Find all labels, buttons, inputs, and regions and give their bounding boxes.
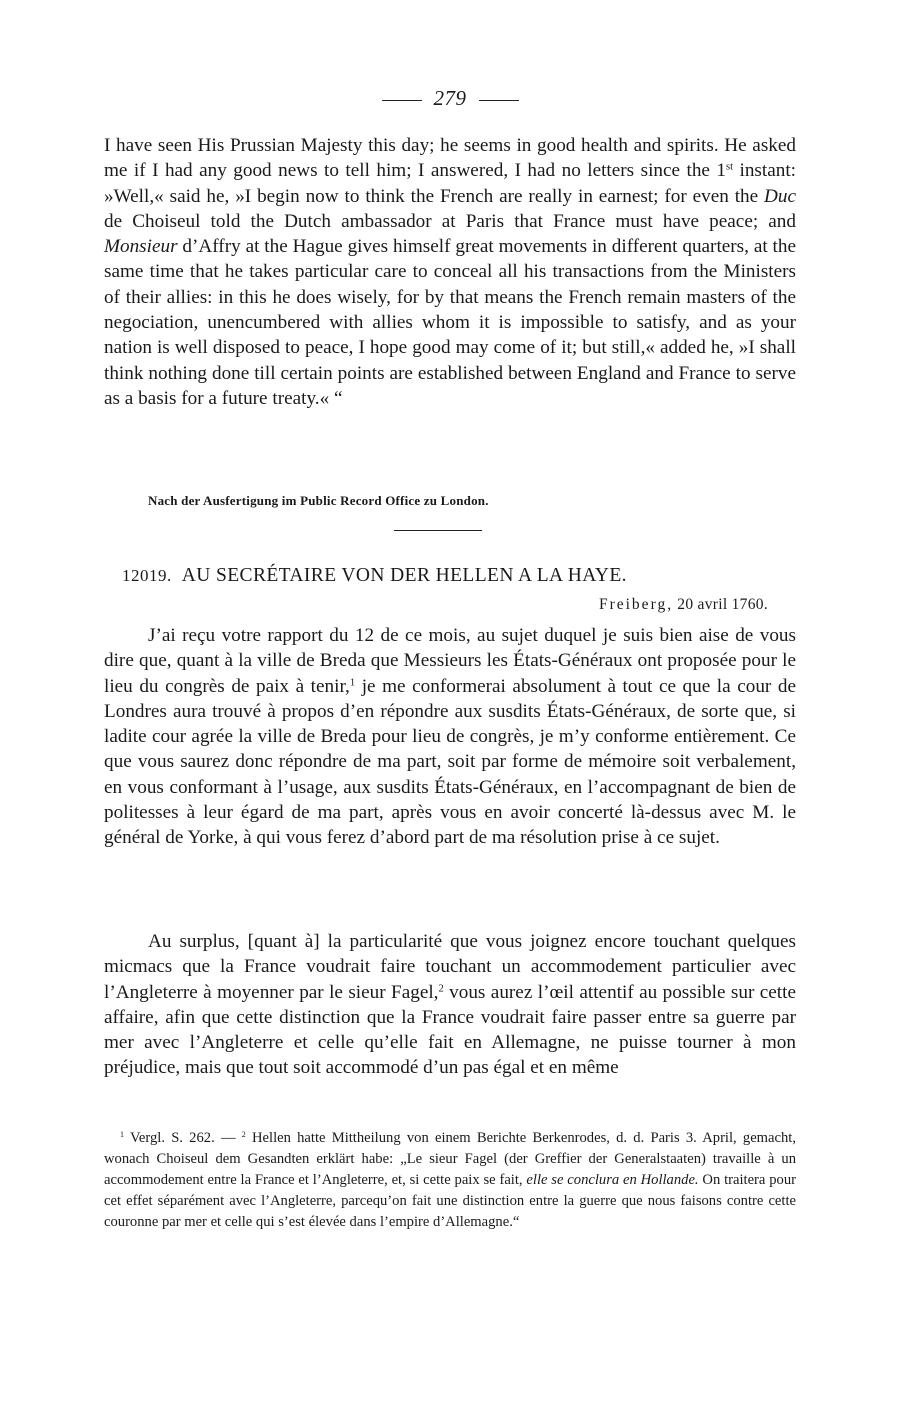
letter2-paragraph-2: Au surplus, [quant à] la particularité que vous joignez encore touchant quelques micmacs que la France voudrait faire touchant un accommodement particulier avec l’Angleterre à moyenner par le sieur Fagel,$^2$ vous aurez l’œil attentif au possible sur cette affaire, afin que cette distinction que la France voudrait faire passer entre sa guerre par mer avec l’Angleterre et celle qu’elle fait en Allemagne, ne puisse tourner à mon préjudice, mais que tout soit accommodé d’un pas égal et en même (104, 931, 796, 1079)
header-dash-right (479, 100, 519, 101)
section-divider (394, 530, 482, 531)
letter1-source-note: Nach der Ausfertigung im Public Record Office zu London. (148, 493, 489, 508)
letter2-paragraph-1: J’ai reçu votre rapport du 12 de ce mois, au sujet duquel je suis bien aise de vous dire que, quant à la ville de Breda que Messieurs les États-Généraux ont proposée pour le lieu du congrès de paix à tenir,$^1$ je me conformerai absolument à tout ce que la cour de Londres aura trouvé à propos d’en répondre aux susdits États-Généraux, de sorte que, si ladite cour agrée la ville de Breda pour lieu de congrès, je m’y conforme entièrement. Ce que vous saurez donc répondre de ma part, soit par forme de mémoire soit verbalement, en vous conformant à l’usage, aux susdits États-Généraux, en l’accompagnant de bien de politesses à leur égard de ma part, après vous en avoir concerté là-dessus avec M. le général de Yorke, à qui vous ferez d’abord part de ma résolution prise à ce sujet. (104, 625, 796, 849)
header-dash-left (382, 100, 422, 101)
page-header (104, 86, 796, 111)
letter2-dateline (599, 596, 768, 614)
dateline-date: 20 avril 1760. (677, 596, 768, 613)
page-number: 279 (433, 86, 467, 110)
letter-title: AU SECRÉTAIRE VON DER HELLEN A LA HAYE. (181, 565, 627, 586)
letter1-text: I have seen His Prussian Majesty this day; he seems in good health and spirits. He asked me if I had any good news to tell him; I answered, I had no letters since the 1st instant: »Well,« said he, »I begin now to think the French are really in earnest; for even the Duc de Choiseul told the Dutch ambassador at Paris that France must have peace; and Monsieur d’Affry at the Hague gives himself great movements in different quarters, at the same time that he takes particular care to conceal all his transactions from the Ministers of their allies: in this he does wisely, for by that means the French remain masters of the negociation, unencumbered with allies whom it is impossible to satisfy, and as your nation is well disposed to peace, I hope good may come of it; but still,« added he, »I shall think nothing done till certain points are established between England and France to serve as a basis for a future treaty.« “ (104, 135, 797, 409)
footnotes (104, 1128, 796, 1233)
letter2-heading (122, 565, 627, 587)
dateline-place: Freiberg, (598, 596, 674, 613)
letter-number: 12019. (122, 566, 172, 585)
footnote-text: $^1$ Vergl. S. 262. — $^2$ Hellen hatte Mittheilung von einem Berichte Berkenrodes, d. d. Paris 3. April, gemacht, wonach Choiseul dem Gesandten erklärt habe: „Le sieur Fagel (der Greffier der Generalstaaten) travaille à un accommodement entre la France et l’Angleterre, et, si cette paix se fait, elle se conclura en Hollande. On traitera pour cet effet séparément avec l’Angleterre, parcequ’on fait une distinction entre la guerre que nous faisons contre cette couronne par mer et celle qui s’est élevée dans l’empire d’Allemagne.“ (104, 1130, 796, 1230)
